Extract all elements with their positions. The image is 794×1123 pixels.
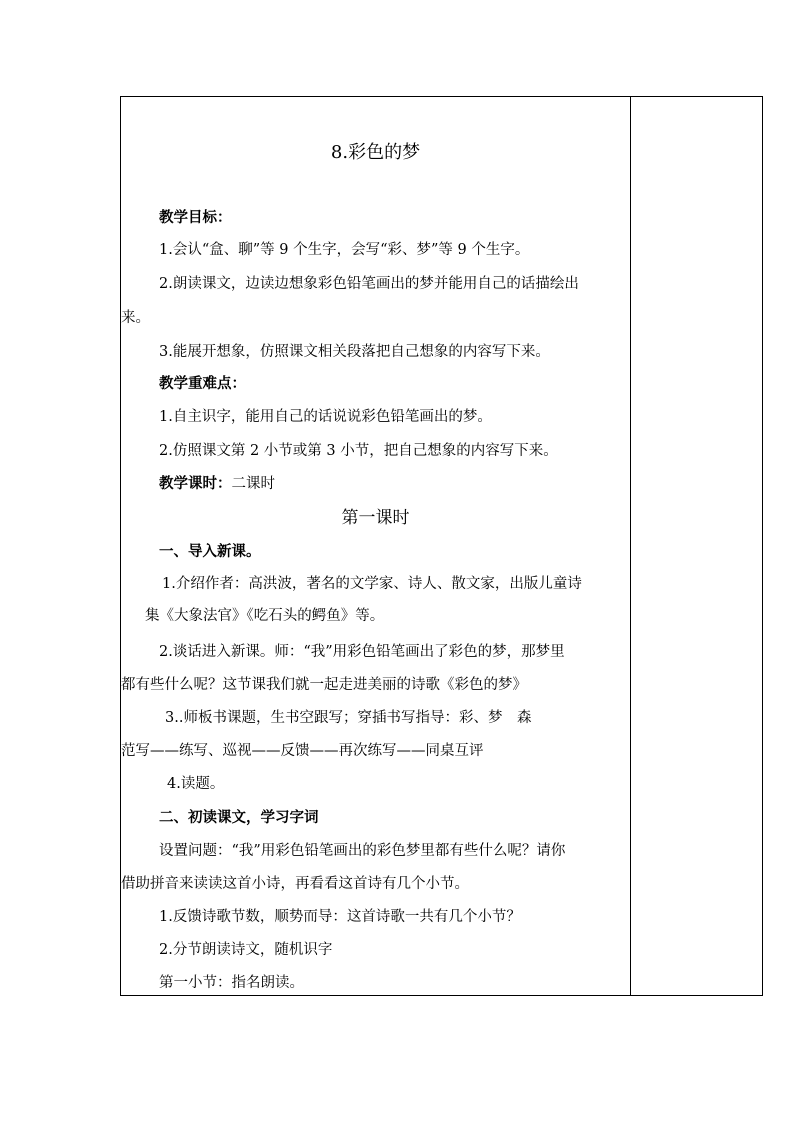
lesson-title: 第一课时	[341, 508, 410, 528]
goals-heading: 教学目标：	[159, 209, 232, 226]
key-point-2: 2.仿照课文第 2 小节或第 3 小节，把自己想象的内容写下来。	[159, 443, 558, 459]
section-2-item-1-line-1: 设置问题：“我”用彩色铅笔画出的彩色梦里都有些什么呢？请你	[159, 843, 566, 859]
section-2-item-1-line-2: 借助拼音来读读这首小诗，再看看这首诗有几个小节。	[121, 876, 469, 892]
key-points-heading: 教学重难点：	[159, 375, 246, 392]
section-1-item-3-line-1: 3..师板书课题，生书空跟写；穿插书写指导：彩、梦 森	[165, 710, 532, 726]
section-1-item-1-line-1: 1.介绍作者：高洪波，著名的文学家、诗人、散文家，出版儿童诗	[162, 576, 582, 592]
section-1-item-3-line-2: 范写——练写、巡视——反馈——再次练写——同桌互评	[121, 743, 484, 759]
goal-3: 3.能展开想象，仿照课文相关段落把自己想象的内容写下来。	[159, 344, 550, 360]
section-1-heading: 一、导入新课。	[159, 543, 261, 560]
section-2-heading: 二、初读课文，学习字词	[159, 809, 319, 826]
class-hours-label: 教学课时：	[159, 475, 232, 492]
goal-1: 1.会认“盒、聊”等 9 个生字，会写“彩、梦”等 9 个生字。	[159, 242, 530, 258]
table-column-divider	[630, 96, 631, 996]
section-1-item-2-line-2: 都有些什么呢？这节课我们就一起走进美丽的诗歌《彩色的梦》	[121, 677, 527, 693]
class-hours-value: 二课时	[231, 476, 275, 492]
section-1-item-4: 4.读题。	[167, 776, 225, 792]
key-point-1: 1.自主识字，能用自己的话说说彩色铅笔画出的梦。	[159, 409, 492, 425]
class-hours	[159, 474, 275, 494]
lesson-plan-content	[121, 97, 630, 995]
section-1-item-2-line-1: 2.谈话进入新课。师：“我”用彩色铅笔画出了彩色的梦，那梦里	[159, 644, 565, 660]
goal-2-line-2: 来。	[121, 310, 150, 326]
section-2-item-4: 第一小节：指名朗读。	[159, 975, 304, 991]
goal-2-line-1: 2.朗读课文，边读边想象彩色铅笔画出的梦并能用自己的话描绘出	[159, 276, 579, 292]
doc-title: 8.彩色的梦	[330, 142, 421, 163]
section-2-item-3: 2.分节朗读诗文，随机识字	[159, 942, 333, 958]
section-1-item-1-line-2: 集《大象法官》《吃石头的鳄鱼》等。	[145, 608, 385, 624]
section-2-item-2: 1.反馈诗歌节数，顺势而导：这首诗歌一共有几个小节？	[159, 909, 521, 925]
